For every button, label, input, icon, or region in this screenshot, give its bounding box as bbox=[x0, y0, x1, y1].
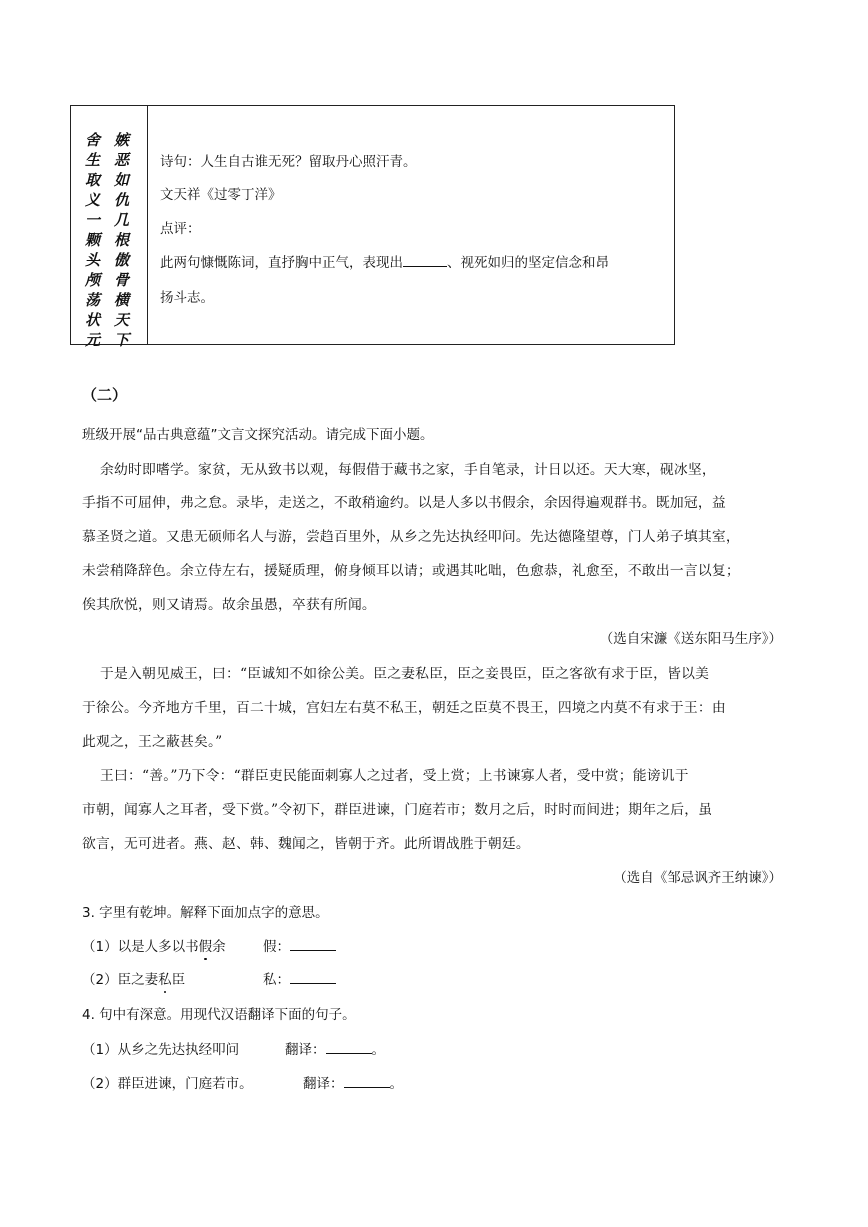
calligraphy-char: 如 bbox=[114, 171, 130, 189]
calligraphy-char: 颅 bbox=[85, 271, 101, 289]
dotted-char: 私 bbox=[158, 972, 172, 988]
question-4-answer-2: 翻译： 。 bbox=[303, 1076, 403, 1092]
question-3-item-2: （2）臣之妻私臣 bbox=[82, 972, 186, 988]
calligraphy-char: 一 bbox=[85, 211, 101, 229]
question-3-stem: 3. 字里有乾坤。解释下面加点字的意思。 bbox=[82, 905, 329, 921]
calligraphy-column-1 bbox=[114, 130, 129, 350]
passage2-line: 市朝，闻寡人之耳者，受下赏。”令初下，群臣进谏，门庭若市；数月之后，时时而间进；期年之后，虽 bbox=[82, 802, 713, 818]
question-3-item-1: （1）以是人多以书假余 bbox=[82, 939, 226, 955]
poem-line: 诗句：人生自古谁无死？留取丹心照汗青。 bbox=[160, 154, 417, 170]
dotted-char: 假 bbox=[198, 939, 213, 955]
passage1-source: （选自宋濂《送东阳马生序》） bbox=[599, 631, 782, 647]
calligraphy-char: 荡 bbox=[85, 291, 101, 309]
question-3-answer-1: 假： bbox=[263, 935, 336, 955]
calligraphy-char: 根 bbox=[114, 231, 130, 249]
calligraphy-char: 横 bbox=[114, 291, 130, 309]
answer-blank[interactable] bbox=[344, 1075, 390, 1088]
question-4-stem: 4. 句中有深意。用现代汉语翻译下面的句子。 bbox=[82, 1007, 356, 1023]
answer-blank[interactable] bbox=[290, 938, 336, 951]
comment-text-part2: 、视死如归的坚定信念和昂 bbox=[447, 255, 609, 271]
calligraphy-char: 颗 bbox=[85, 231, 101, 249]
calligraphy-char: 几 bbox=[114, 211, 130, 229]
passage2-line: 于是入朝见威王，曰：“臣诚知不如徐公美。臣之妻私臣，臣之妾畏臣，臣之客欲有求于臣，皆以美 bbox=[100, 666, 710, 682]
calligraphy-char: 义 bbox=[85, 191, 101, 209]
answer-blank[interactable] bbox=[403, 254, 447, 267]
calligraphy-char: 嫉 bbox=[114, 131, 130, 149]
calligraphy-char: 下 bbox=[114, 331, 130, 349]
calligraphy-char: 头 bbox=[85, 251, 101, 269]
calligraphy-char: 恶 bbox=[114, 151, 130, 169]
section-title: （二） bbox=[82, 386, 128, 404]
calligraphy-char: 天 bbox=[114, 311, 130, 329]
passage2-line: 于徐公。今齐地方千里，百二十城，宫妇左右莫不私王，朝廷之臣莫不畏王，四境之内莫不有求于王：由 bbox=[82, 700, 726, 716]
question-4-answer-1: 翻译： 。 bbox=[285, 1042, 385, 1058]
calligraphy-char: 舍 bbox=[85, 131, 101, 149]
question-3-answer-2: 私： bbox=[263, 968, 336, 988]
comment-line-end: 扬斗志。 bbox=[160, 290, 214, 306]
calligraphy-char: 仇 bbox=[114, 191, 130, 209]
calligraphy-char: 取 bbox=[85, 171, 101, 189]
section-intro: 班级开展“品古典意蕴”文言文探究活动。请完成下面小题。 bbox=[82, 427, 434, 443]
poem-table bbox=[70, 105, 675, 349]
comment-line bbox=[160, 251, 609, 271]
question-4-item-2: （2）群臣进谏，门庭若市。 bbox=[82, 1076, 253, 1092]
answer-blank[interactable] bbox=[290, 971, 336, 984]
passage1-line: 余幼时即嗜学。家贫，无从致书以观，每假借于藏书之家，手自笔录，计日以还。天大寒，砚冰坚， bbox=[100, 462, 716, 478]
poem-content-cell bbox=[148, 106, 674, 344]
calligraphy-cell bbox=[71, 106, 148, 349]
passage1-line: 手指不可屈伸，弗之怠。录毕，走送之，不敢稍逾约。以是人多以书假余，余因得遍观群书。既加冠，益 bbox=[82, 495, 726, 511]
passage1-line: 俟其欣悦，则又请焉。故余虽愚，卒获有所闻。 bbox=[82, 597, 376, 613]
comment-label: 点评： bbox=[160, 221, 201, 237]
passage1-line: 慕圣贤之道。又患无硕师名人与游，尝趋百里外，从乡之先达执经叩问。先达德隆望尊，门人弟子填其室， bbox=[82, 529, 740, 545]
passage2-source: （选自《邹忌讽齐王纳谏》） bbox=[613, 870, 782, 886]
passage1-line: 未尝稍降辞色。余立侍左右，援疑质理，俯身倾耳以请；或遇其叱咄，色愈恭，礼愈至，不敢出一言以复； bbox=[82, 563, 740, 579]
calligraphy-char: 元 bbox=[85, 331, 101, 349]
question-4-item-1: （1）从乡之先达执经叩问 bbox=[82, 1042, 240, 1058]
calligraphy-char: 生 bbox=[85, 151, 101, 169]
passage2-line: 此观之，王之蔽甚矣。” bbox=[82, 734, 223, 750]
passage2-line: 王曰：“善。”乃下令：“群臣吏民能面刺寡人之过者，受上赏；上书谏寡人者，受中赏；能谤讥于 bbox=[100, 768, 689, 784]
passage2-line: 欲言，无可进者。燕、赵、韩、魏闻之，皆朝于齐。此所谓战胜于朝廷。 bbox=[82, 836, 530, 852]
answer-blank[interactable] bbox=[326, 1041, 372, 1054]
calligraphy-column-2 bbox=[85, 130, 100, 350]
calligraphy-char: 傲 bbox=[114, 251, 130, 269]
calligraphy-char: 状 bbox=[85, 311, 101, 329]
comment-text-part1: 此两句慷慨陈词，直抒胸中正气，表现出 bbox=[160, 255, 403, 271]
calligraphy-char: 骨 bbox=[114, 271, 130, 289]
poem-author-line: 文天祥《过零丁洋》 bbox=[160, 187, 282, 203]
